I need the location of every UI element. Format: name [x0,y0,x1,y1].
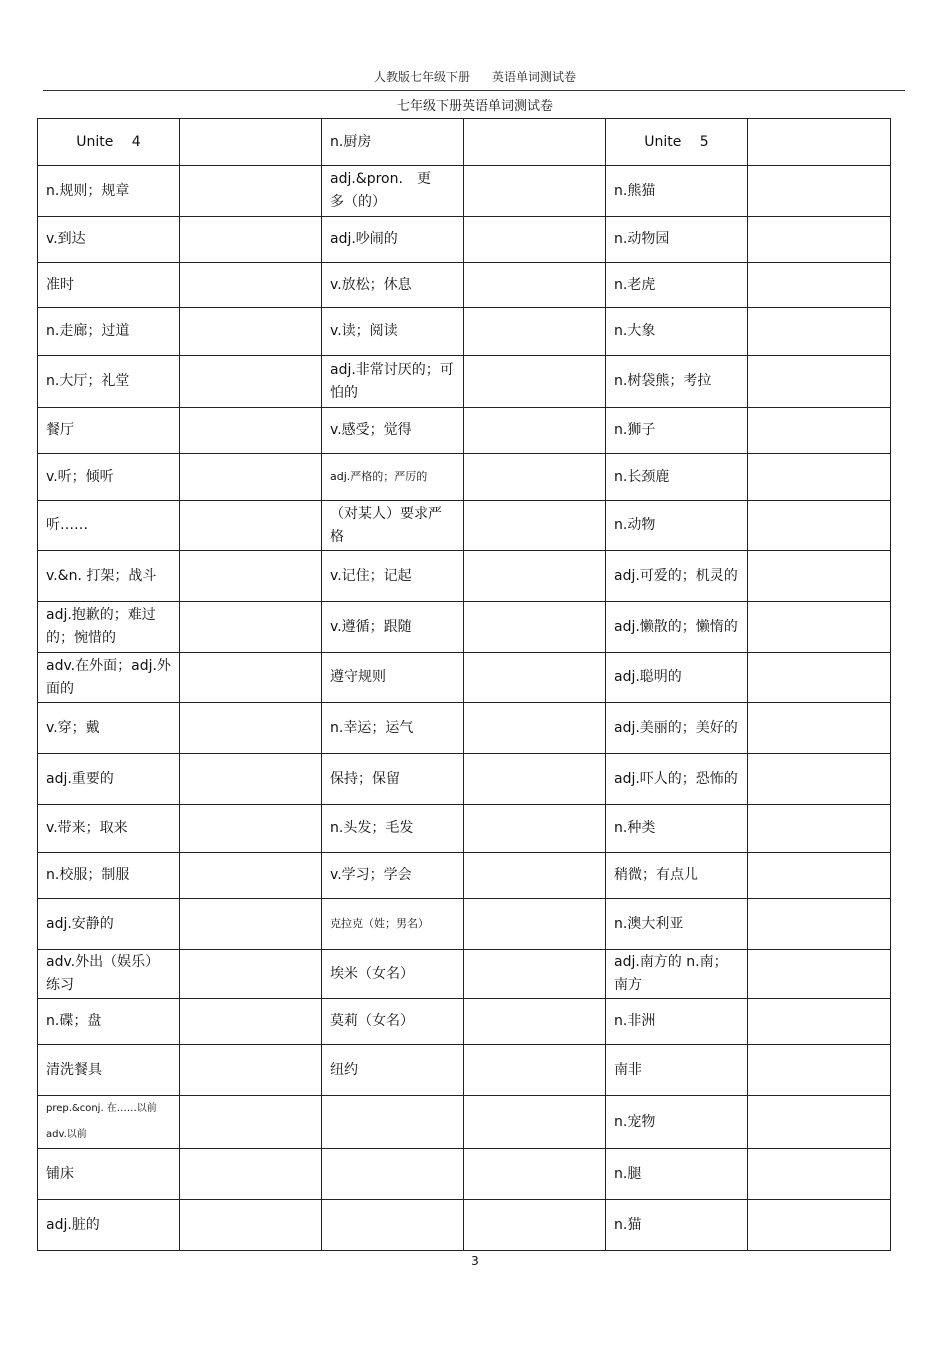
answer-cell[interactable] [180,551,322,602]
answer-cell[interactable] [748,166,891,217]
prompt-cell: n.动物 [606,501,748,551]
table-row [38,899,891,950]
prompt-cell: adj.美丽的；美好的 [606,703,748,754]
table-row [38,602,891,653]
answer-cell[interactable] [464,950,606,999]
prompt-cell: n.厨房 [322,119,464,166]
prompt-cell: 埃米（女名） [322,950,464,999]
answer-cell[interactable] [464,166,606,217]
prompt-cell: n.猫 [606,1200,748,1251]
answer-cell[interactable] [748,1096,891,1149]
answer-cell[interactable] [464,1149,606,1200]
table-row [38,853,891,899]
answer-cell[interactable] [748,408,891,454]
answer-cell[interactable] [180,166,322,217]
answer-cell[interactable] [464,263,606,308]
prompt-cell: adj.南方的 n.南；南方 [606,950,748,999]
unit-4-heading: Unite 4 [38,119,180,166]
answer-cell[interactable] [464,356,606,408]
prompt-cell: prep.&conj. 在……以前 adv.以前 [38,1096,180,1149]
prompt-cell: adj.重要的 [38,754,180,805]
prompt-cell: n.老虎 [606,263,748,308]
prompt-cell: 遵守规则 [322,653,464,703]
prompt-cell: adv.在外面；adj.外面的 [38,653,180,703]
answer-cell[interactable] [464,217,606,263]
prompt-cell: 准时 [38,263,180,308]
answer-cell[interactable] [464,1200,606,1251]
table-row [38,703,891,754]
prompt-cell: 清洗餐具 [38,1045,180,1096]
prompt-cell: v.放松；休息 [322,263,464,308]
answer-cell[interactable] [180,454,322,501]
table-row [38,1200,891,1251]
answer-cell[interactable] [180,1149,322,1200]
table-row [38,356,891,408]
answer-cell[interactable] [464,501,606,551]
answer-cell[interactable] [748,999,891,1045]
answer-cell[interactable] [464,853,606,899]
answer-cell[interactable] [748,356,891,408]
prompt-cell: v.到达 [38,217,180,263]
prompt-cell: adj.安静的 [38,899,180,950]
prompt-cell: adj.脏的 [38,1200,180,1251]
answer-cell[interactable] [180,853,322,899]
answer-cell[interactable] [748,501,891,551]
prompt-cell: 莫莉（女名） [322,999,464,1045]
answer-cell[interactable] [180,602,322,653]
prompt-cell: n.走廊；过道 [38,308,180,356]
answer-cell[interactable] [748,899,891,950]
prompt-cell: adj.聪明的 [606,653,748,703]
prompt-cell: n.大象 [606,308,748,356]
prompt-cell: n.校服；制服 [38,853,180,899]
table-row [38,454,891,501]
prompt-cell: n.幸运；运气 [322,703,464,754]
answer-cell[interactable] [180,501,322,551]
answer-cell[interactable] [464,999,606,1045]
unit-5-heading: Unite 5 [606,119,748,166]
prompt-cell: v.听；倾听 [38,454,180,501]
prompt-cell: n.规则；规章 [38,166,180,217]
table-row [38,166,891,217]
prompt-cell: n.长颈鹿 [606,454,748,501]
page-number: 3 [471,1254,479,1268]
prompt-cell: adv.外出（娱乐）练习 [38,950,180,999]
prompt-cell: n.狮子 [606,408,748,454]
answer-cell[interactable] [748,217,891,263]
answer-cell[interactable] [180,1096,322,1149]
table-row [38,805,891,853]
header-right: 英语单词测试卷 [492,70,577,84]
prompt-cell: adj.吵闹的 [322,217,464,263]
answer-cell[interactable] [180,653,322,703]
answer-cell[interactable] [464,408,606,454]
prompt-cell: 保持；保留 [322,754,464,805]
prompt-cell: v.&n. 打架；战斗 [38,551,180,602]
answer-cell[interactable] [180,754,322,805]
answer-cell[interactable] [748,119,891,166]
prompt-cell: n.非洲 [606,999,748,1045]
prompt-cell: v.学习；学会 [322,853,464,899]
prompt-cell: adj.吓人的；恐怖的 [606,754,748,805]
prompt-cell: 听…… [38,501,180,551]
prompt-cell: v.穿；戴 [38,703,180,754]
table-row [38,263,891,308]
answer-cell[interactable] [748,454,891,501]
prompt-cell: n.宠物 [606,1096,748,1149]
header-left: 人教版七年级下册 [373,70,470,84]
table-row [38,1045,891,1096]
answer-cell[interactable] [180,356,322,408]
table-row [38,1096,891,1149]
prompt-cell: 餐厅 [38,408,180,454]
prompt-cell: v.遵循；跟随 [322,602,464,653]
answer-cell[interactable] [748,853,891,899]
table-row [38,408,891,454]
prompt-cell: v.带来；取来 [38,805,180,853]
answer-cell[interactable] [180,899,322,950]
vocabulary-table [37,118,891,1251]
answer-cell[interactable] [464,1096,606,1149]
prompt-cell: 纽约 [322,1045,464,1096]
prompt-cell: （对某人）要求严格 [322,501,464,551]
answer-cell[interactable] [748,263,891,308]
prompt-cell: 南非 [606,1045,748,1096]
answer-cell[interactable] [748,1045,891,1096]
prompt-cell: n.动物园 [606,217,748,263]
answer-cell[interactable] [464,703,606,754]
answer-cell[interactable] [748,551,891,602]
prompt-cell: adj.&pron. 更 多（的） [322,166,464,217]
prompt-cell: n.碟；盘 [38,999,180,1045]
answer-cell[interactable] [748,950,891,999]
prompt-cell: n.熊猫 [606,166,748,217]
prompt-cell: adj.非常讨厌的；可怕的 [322,356,464,408]
answer-cell[interactable] [748,805,891,853]
answer-cell[interactable] [464,551,606,602]
answer-cell[interactable] [748,308,891,356]
answer-cell[interactable] [180,217,322,263]
page-title: 七年级下册英语单词测试卷 [396,99,553,114]
prompt-cell: n.大厅；礼堂 [38,356,180,408]
prompt-cell: 克拉克（姓；男名） [322,899,464,950]
answer-cell[interactable] [464,805,606,853]
table-row [38,551,891,602]
prompt-cell: adj.抱歉的；难过的；惋惜的 [38,602,180,653]
prompt-cell: v.记住；记起 [322,551,464,602]
answer-cell[interactable] [748,703,891,754]
answer-cell[interactable] [748,1200,891,1251]
table-row [38,217,891,263]
prompt-cell: v.读；阅读 [322,308,464,356]
table-row [38,999,891,1045]
answer-cell[interactable] [464,754,606,805]
table-row [38,754,891,805]
prompt-cell [322,1096,464,1149]
prompt-cell: 稍微；有点儿 [606,853,748,899]
prompt-cell: 铺床 [38,1149,180,1200]
table-row [38,1149,891,1200]
table-row [38,950,891,999]
answer-cell[interactable] [464,602,606,653]
table-row [38,501,891,551]
answer-cell[interactable] [180,703,322,754]
answer-cell[interactable] [180,950,322,999]
prompt-cell: adj.懒散的；懒惰的 [606,602,748,653]
answer-cell[interactable] [180,263,322,308]
answer-cell[interactable] [748,653,891,703]
answer-cell[interactable] [464,454,606,501]
prompt-cell: adj.可爱的；机灵的 [606,551,748,602]
table-row [38,119,891,166]
prompt-cell: v.感受；觉得 [322,408,464,454]
prompt-cell [322,1200,464,1251]
answer-cell[interactable] [180,408,322,454]
answer-cell[interactable] [748,1149,891,1200]
answer-cell[interactable] [748,602,891,653]
prompt-cell: adj.严格的；严厉的 [322,454,464,501]
answer-cell[interactable] [180,1045,322,1096]
prompt-cell: n.澳大利亚 [606,899,748,950]
answer-cell[interactable] [464,899,606,950]
answer-cell[interactable] [180,1200,322,1251]
answer-cell[interactable] [180,308,322,356]
answer-cell[interactable] [180,805,322,853]
answer-cell[interactable] [748,754,891,805]
answer-cell[interactable] [464,1045,606,1096]
prompt-cell [322,1149,464,1200]
answer-cell[interactable] [464,653,606,703]
prompt-cell: n.腿 [606,1149,748,1200]
answer-cell[interactable] [464,119,606,166]
answer-cell[interactable] [180,119,322,166]
answer-cell[interactable] [180,999,322,1045]
table-row [38,653,891,703]
prompt-cell: n.树袋熊；考拉 [606,356,748,408]
prompt-cell: n.种类 [606,805,748,853]
answer-cell[interactable] [464,308,606,356]
running-header [0,68,950,85]
table-row [38,308,891,356]
header-rule [43,90,905,91]
prompt-cell: n.头发；毛发 [322,805,464,853]
